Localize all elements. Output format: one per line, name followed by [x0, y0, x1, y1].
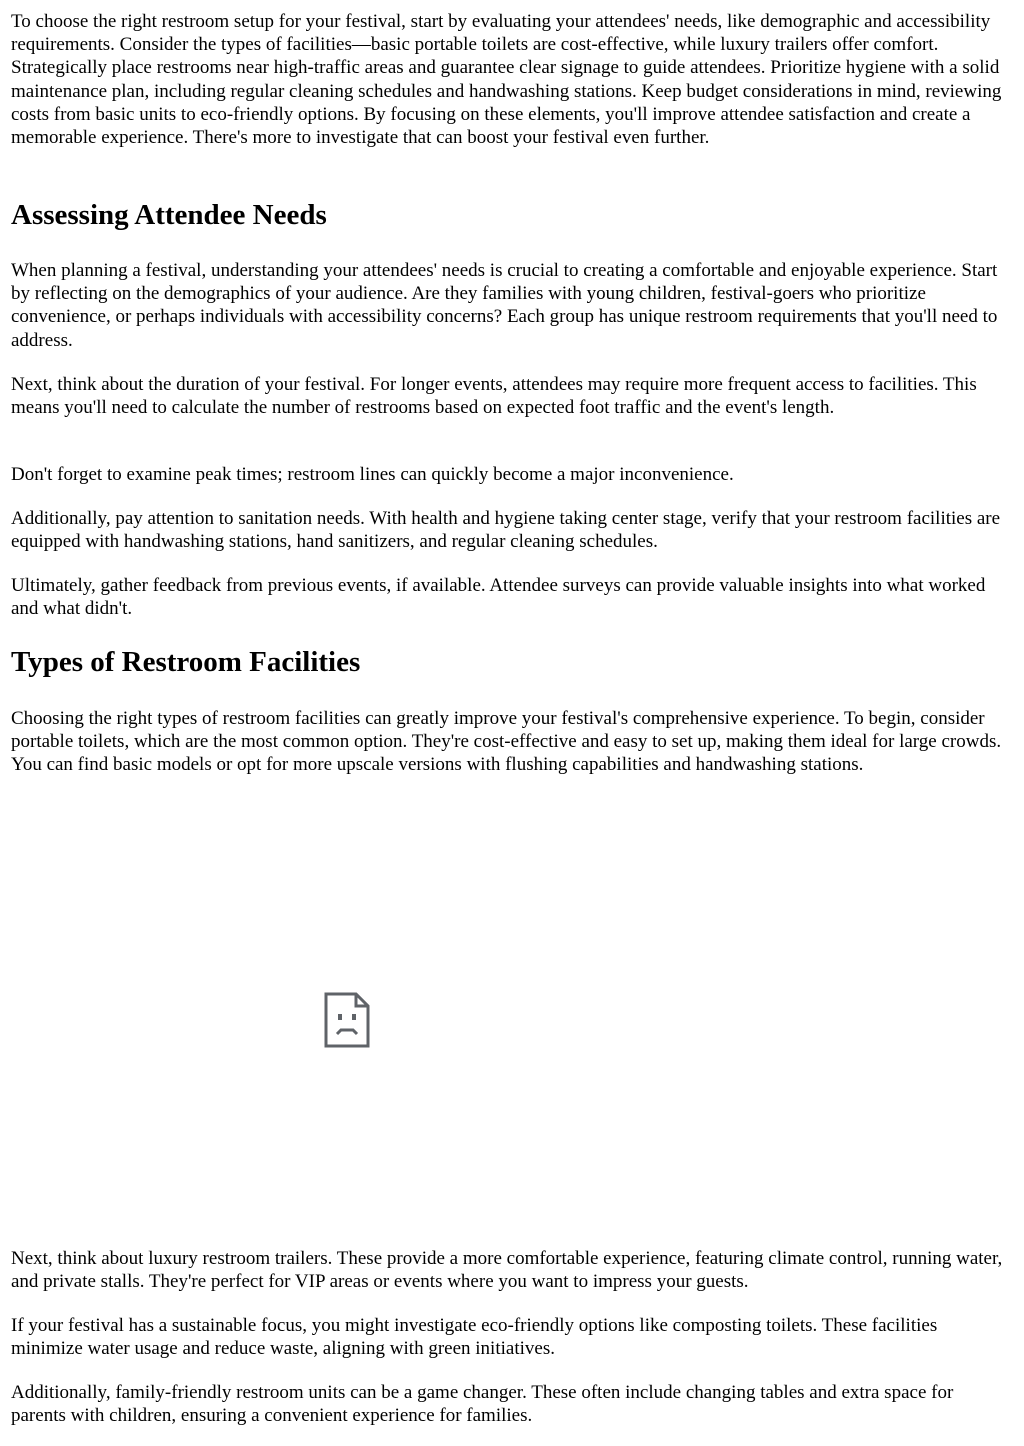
paragraph: Choosing the right types of restroom facilities can greatly improve your festival's comprehensive experience. To begin, consider portable toilets, which are the most common option. They're cost-effective and easy to set up, making them ideal for large crowds. You can find basic models or opt for more upscale versions with flushing capabilities and handwashing stations.: [11, 708, 1002, 776]
paragraph: If your festival has a sustainable focus, you might investigate eco-friendly options like composting toilets. These facilities minimize water usage and reduce waste, aligning with green initiatives.: [11, 1315, 938, 1360]
intro-paragraph: To choose the right restroom setup for your festival, start by evaluating your attendees' needs, like demographic and accessibility requirements. Consider the types of facilities—basic portable toilets are cost-effective, while luxury trailers offer comfort. Strategically place restrooms near high-traffic areas and guarantee clear signage to guide attendees. Prioritize hygiene with a solid maintenance plan, including regular cleaning schedules and handwashing stations. Keep budget considerations in mind, reviewing costs from basic units to eco-friendly options. By focusing on these elements, you'll improve attendee satisfaction and create a memorable experience. There's more to investigate that can boost your festival even further.: [11, 11, 1002, 149]
paragraph: Additionally, pay attention to sanitation needs. With health and hygiene taking center stage, verify that your restroom facilities are equipped with handwashing stations, hand sanitizers, and regular cleaning schedules.: [11, 508, 1001, 553]
paragraph: When planning a festival, understanding your attendees' needs is crucial to creating a comfortable and enjoyable experience. Start by reflecting on the demographics of your audience. Are they families with young children, festival-goers who prioritize convenience, or perhaps individuals with accessibility concerns? Each group has unique restroom requirements that you'll need to address.: [11, 260, 998, 351]
broken-image: [10, 808, 682, 1236]
section-heading-facility-types: Types of Restroom Facilities: [11, 646, 361, 678]
broken-image-icon: [324, 992, 370, 1048]
paragraph: Don't forget to examine peak times; restroom lines can quickly become a major inconvenience.: [11, 464, 734, 485]
paragraph: Next, think about luxury restroom trailers. These provide a more comfortable experience, featuring climate control, running water, and private stalls. They're perfect for VIP areas or events where you want to impress your guests.: [11, 1248, 1003, 1293]
section-heading-attendee-needs: Assessing Attendee Needs: [11, 199, 327, 231]
paragraph: Next, think about the duration of your festival. For longer events, attendees may require more frequent access to facilities. This means you'll need to calculate the number of restrooms based on expected foot traffic and the event's length.: [11, 374, 977, 419]
paragraph: Additionally, family-friendly restroom units can be a game changer. These often include changing tables and extra space for parents with children, ensuring a convenient experience for families.: [11, 1382, 954, 1427]
paragraph: Ultimately, gather feedback from previous events, if available. Attendee surveys can provide valuable insights into what worked and what didn't.: [11, 575, 986, 620]
